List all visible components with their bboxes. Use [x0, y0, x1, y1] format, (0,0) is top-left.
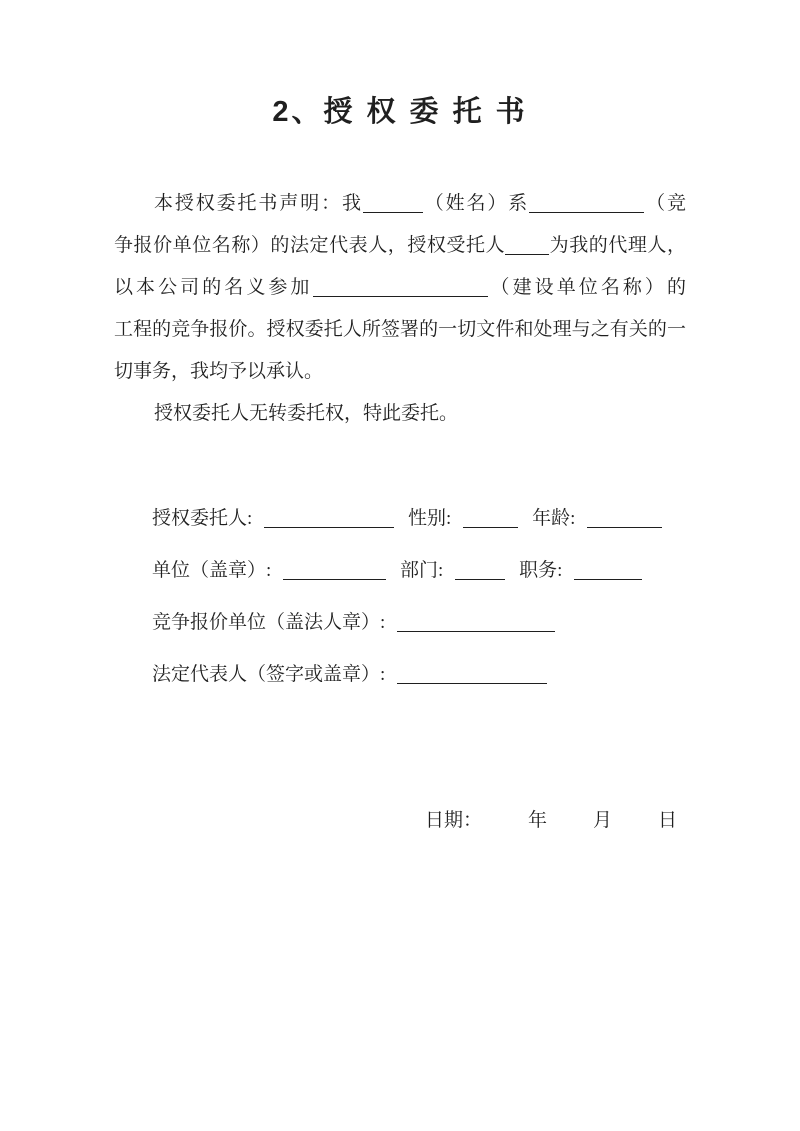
text-segment: 单位（盖章）: [152, 560, 277, 582]
text-segment: 授权委托人无转委托权，特此委托。 [154, 403, 459, 425]
form-row-unit [114, 545, 686, 597]
body-line-4 [114, 309, 686, 351]
text-segment: 法定代表人（签字或盖章）: [152, 664, 391, 686]
text-segment: （建设单位名称）的 [487, 277, 686, 299]
blank-field [463, 523, 518, 528]
text-segment: 竞争报价单位（盖法人章）: [152, 612, 391, 634]
blank-field [587, 523, 662, 528]
blank-field [313, 292, 488, 297]
text-segment: （竞 [644, 193, 686, 215]
body-line-2 [114, 225, 686, 267]
text-segment: 本授权委托书声明：我 [154, 193, 363, 215]
body-line-1 [114, 183, 686, 225]
blank-field [264, 523, 394, 528]
text-segment: 授权委托人: [152, 508, 258, 530]
signature-form [114, 493, 686, 701]
text-segment: 性别: [408, 508, 457, 530]
date-label: 日期： [425, 810, 483, 832]
text-segment: 工程的竞争报价。授权委托人所签署的一切文件和处理与之有关的一 [114, 319, 686, 341]
paragraph-no-subdelegation [114, 393, 686, 435]
body-line-3 [114, 267, 686, 309]
date-line [425, 806, 800, 836]
text-segment: 切事务，我均予以承认。 [114, 361, 324, 383]
text-segment: 争报价单位名称）的法定代表人，授权受托人 [114, 235, 506, 257]
date-day: 日 [658, 810, 678, 832]
blank-field [397, 679, 547, 684]
date-month: 月 [593, 810, 613, 832]
document-body [114, 183, 686, 435]
blank-field [397, 627, 555, 632]
text-segment: 年龄: [532, 508, 581, 530]
body-line-5 [114, 351, 686, 393]
date-year: 年 [528, 810, 548, 832]
form-row-bidder-unit [114, 597, 686, 649]
document-title: 2、授 权 委 托 书 [272, 96, 528, 128]
blank-field [505, 250, 549, 255]
blank-field [363, 208, 423, 213]
text-segment: 以本公司的名义参加 [114, 277, 313, 299]
form-row-principal [114, 493, 686, 545]
text-segment: （姓名）系 [422, 193, 530, 215]
text-segment: 为我的代理人， [549, 235, 686, 257]
blank-field [529, 208, 644, 213]
text-segment: 部门: [400, 560, 449, 582]
blank-field [574, 575, 642, 580]
form-row-representative [114, 649, 686, 701]
text-segment: 职务: [519, 560, 568, 582]
blank-field [283, 575, 386, 580]
blank-field [455, 575, 505, 580]
